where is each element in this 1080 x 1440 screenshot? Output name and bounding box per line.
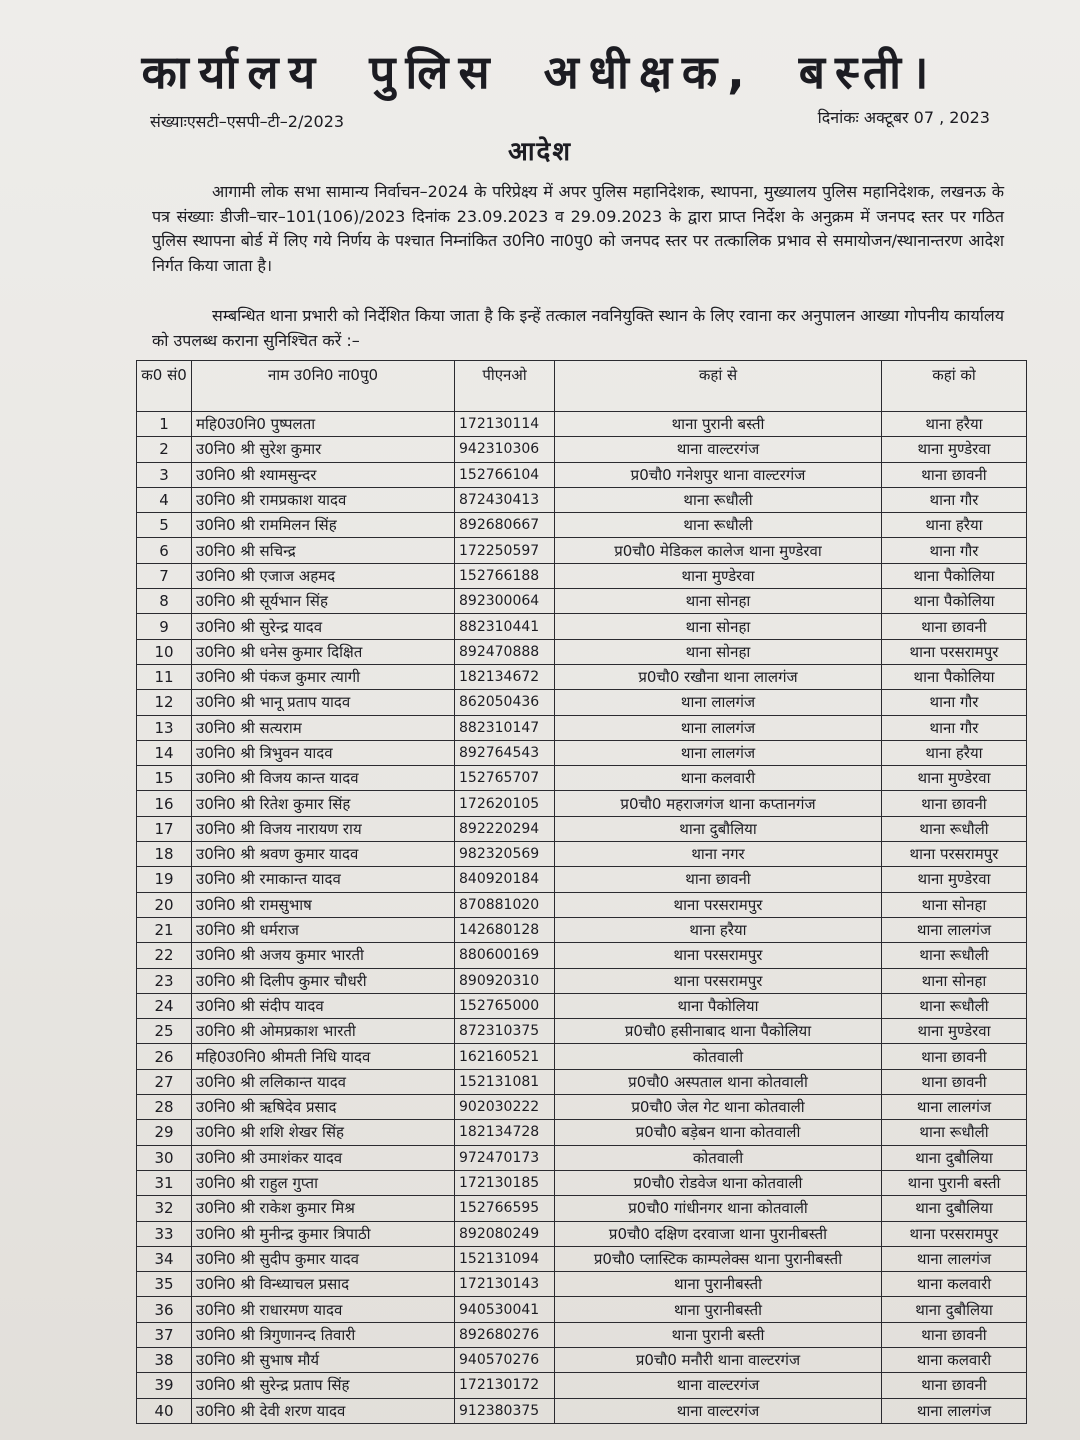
from-cell: प्र0चौ0 रोडवेज थाना कोतवाली (555, 1170, 882, 1195)
serial-cell: 1 (137, 412, 192, 437)
name-cell: उ0नि0 श्री सचिन्द्र (192, 538, 455, 563)
table-row (137, 842, 1027, 867)
serial-cell: 35 (137, 1272, 192, 1297)
to-cell: थाना लालगंज (882, 1246, 1027, 1271)
name-cell: उ0नि0 श्री रामसुभाष (192, 892, 455, 917)
table-row (137, 513, 1027, 538)
name-cell: उ0नि0 श्री सुरेश कुमार (192, 437, 455, 462)
pno-cell: 940530041 (455, 1297, 555, 1322)
serial-cell: 39 (137, 1373, 192, 1398)
from-cell: प्र0चौ0 गनेशपुर थाना वाल्टरगंज (555, 462, 882, 487)
table-row (137, 1297, 1027, 1322)
pno-cell: 912380375 (455, 1398, 555, 1423)
table-row (137, 664, 1027, 689)
from-cell: थाना सोनहा (555, 589, 882, 614)
to-cell: थाना लालगंज (882, 1095, 1027, 1120)
pno-cell: 892470888 (455, 639, 555, 664)
table-row (137, 1272, 1027, 1297)
pno-cell: 892080249 (455, 1221, 555, 1246)
name-cell: उ0नि0 श्री मुनीन्द्र कुमार त्रिपाठी (192, 1221, 455, 1246)
table-row (137, 462, 1027, 487)
from-cell: थाना पैकोलिया (555, 993, 882, 1018)
serial-cell: 4 (137, 487, 192, 512)
name-cell: उ0नि0 श्री त्रिगुणानन्द तिवारी (192, 1322, 455, 1347)
name-cell: उ0नि0 श्री राधारमण यादव (192, 1297, 455, 1322)
table-row (137, 816, 1027, 841)
from-cell: प्र0चौ0 हसीनाबाद थाना पैकोलिया (555, 1019, 882, 1044)
pno-cell: 862050436 (455, 690, 555, 715)
pno-cell: 892220294 (455, 816, 555, 841)
from-cell: थाना हरैया (555, 917, 882, 942)
name-cell: उ0नि0 श्री राकेश कुमार मिश्र (192, 1196, 455, 1221)
serial-cell: 16 (137, 791, 192, 816)
table-row (137, 487, 1027, 512)
to-cell: थाना रूधौली (882, 993, 1027, 1018)
to-cell: थाना गौर (882, 538, 1027, 563)
serial-cell: 10 (137, 639, 192, 664)
table-row (137, 412, 1027, 437)
table-row (137, 690, 1027, 715)
to-cell: थाना हरैया (882, 740, 1027, 765)
to-cell: थाना रूधौली (882, 816, 1027, 841)
pno-cell: 152766595 (455, 1196, 555, 1221)
serial-cell: 37 (137, 1322, 192, 1347)
table-row (137, 1069, 1027, 1094)
table-row (137, 917, 1027, 942)
serial-cell: 17 (137, 816, 192, 841)
serial-cell: 29 (137, 1120, 192, 1145)
from-cell: थाना लालगंज (555, 690, 882, 715)
to-cell: थाना गौर (882, 715, 1027, 740)
pno-cell: 940570276 (455, 1347, 555, 1372)
name-cell: उ0नि0 श्री सुभाष मौर्य (192, 1347, 455, 1372)
table-row (137, 563, 1027, 588)
table-row (137, 1196, 1027, 1221)
from-cell: थाना पुरानीबस्ती (555, 1297, 882, 1322)
serial-cell: 38 (137, 1347, 192, 1372)
table-row (137, 1246, 1027, 1271)
serial-cell: 5 (137, 513, 192, 538)
name-cell: महि0उ0नि0 पुष्पलता (192, 412, 455, 437)
to-cell: थाना परसरामपुर (882, 842, 1027, 867)
col-header-from: कहां से (555, 361, 882, 412)
to-cell: थाना मुण्डेरवा (882, 766, 1027, 791)
name-cell: उ0नि0 श्री श्यामसुन्दर (192, 462, 455, 487)
order-heading: आदेश (507, 137, 573, 167)
to-cell: थाना गौर (882, 487, 1027, 512)
from-cell: थाना लालगंज (555, 715, 882, 740)
pno-cell: 152766188 (455, 563, 555, 588)
from-cell: थाना मुण्डेरवा (555, 563, 882, 588)
col-header-serial: क0 सं0 (137, 361, 192, 412)
from-cell: थाना सोनहा (555, 614, 882, 639)
name-cell: उ0नि0 श्री श्रवण कुमार यादव (192, 842, 455, 867)
from-cell: थाना परसरामपुर (555, 943, 882, 968)
serial-cell: 21 (137, 917, 192, 942)
pno-cell: 982320569 (455, 842, 555, 867)
table-row (137, 1044, 1027, 1069)
serial-cell: 34 (137, 1246, 192, 1271)
from-cell: प्र0चौ0 जेल गेट थाना कोतवाली (555, 1095, 882, 1120)
pno-cell: 152131081 (455, 1069, 555, 1094)
table-row (137, 1221, 1027, 1246)
name-cell: उ0नि0 श्री धनेस कुमार दिक्षित (192, 639, 455, 664)
table-row (137, 791, 1027, 816)
name-cell: उ0नि0 श्री राहुल गुप्ता (192, 1170, 455, 1195)
pno-cell: 152766104 (455, 462, 555, 487)
pno-cell: 182134672 (455, 664, 555, 689)
col-header-pno: पीएनओ (455, 361, 555, 412)
name-cell: उ0नि0 श्री सुदीप कुमार यादव (192, 1246, 455, 1271)
serial-cell: 12 (137, 690, 192, 715)
pno-cell: 882310147 (455, 715, 555, 740)
from-cell: प्र0चौ0 मनौरी थाना वाल्टरगंज (555, 1347, 882, 1372)
to-cell: थाना हरैया (882, 412, 1027, 437)
from-cell: थाना रूधौली (555, 487, 882, 512)
serial-cell: 14 (137, 740, 192, 765)
to-cell: थाना मुण्डेरवा (882, 867, 1027, 892)
table-row (137, 1373, 1027, 1398)
from-cell: प्र0चौ0 दक्षिण दरवाजा थाना पुरानीबस्ती (555, 1221, 882, 1246)
table-row (137, 1170, 1027, 1195)
name-cell: महि0उ0नि0 श्रीमती निधि यादव (192, 1044, 455, 1069)
to-cell: थाना छावनी (882, 1069, 1027, 1094)
from-cell: प्र0चौ0 अस्पताल थाना कोतवाली (555, 1069, 882, 1094)
pno-cell: 972470173 (455, 1145, 555, 1170)
table-row (137, 437, 1027, 462)
table-row (137, 1398, 1027, 1423)
from-cell: थाना दुबौलिया (555, 816, 882, 841)
name-cell: उ0नि0 श्री सुरेन्द्र प्रताप सिंह (192, 1373, 455, 1398)
from-cell: थाना कलवारी (555, 766, 882, 791)
pno-cell: 172130185 (455, 1170, 555, 1195)
name-cell: उ0नि0 श्री शशि शेखर सिंह (192, 1120, 455, 1145)
to-cell: थाना कलवारी (882, 1272, 1027, 1297)
to-cell: थाना पैकोलिया (882, 664, 1027, 689)
to-cell: थाना परसरामपुर (882, 639, 1027, 664)
to-cell: थाना लालगंज (882, 917, 1027, 942)
to-cell: थाना छावनी (882, 1322, 1027, 1347)
table-row (137, 1095, 1027, 1120)
serial-cell: 19 (137, 867, 192, 892)
to-cell: थाना दुबौलिया (882, 1297, 1027, 1322)
from-cell: थाना पुरानीबस्ती (555, 1272, 882, 1297)
from-cell: प्र0चौ0 रखौना थाना लालगंज (555, 664, 882, 689)
table-row (137, 943, 1027, 968)
transfer-table (136, 360, 1027, 1424)
name-cell: उ0नि0 श्री उमाशंकर यादव (192, 1145, 455, 1170)
pno-cell: 872430413 (455, 487, 555, 512)
serial-cell: 33 (137, 1221, 192, 1246)
to-cell: थाना छावनी (882, 1373, 1027, 1398)
name-cell: उ0नि0 श्री विन्ध्याचल प्रसाद (192, 1272, 455, 1297)
pno-cell: 152131094 (455, 1246, 555, 1271)
from-cell: थाना वाल्टरगंज (555, 1398, 882, 1423)
to-cell: थाना मुण्डेरवा (882, 1019, 1027, 1044)
col-header-to: कहां को (882, 361, 1027, 412)
pno-cell: 172130143 (455, 1272, 555, 1297)
serial-cell: 31 (137, 1170, 192, 1195)
serial-cell: 7 (137, 563, 192, 588)
pno-cell: 142680128 (455, 917, 555, 942)
table-row (137, 715, 1027, 740)
pno-cell: 872310375 (455, 1019, 555, 1044)
name-cell: उ0नि0 श्री धर्मराज (192, 917, 455, 942)
name-cell: उ0नि0 श्री ऋषिदेव प्रसाद (192, 1095, 455, 1120)
col-header-name: नाम उ0नि0 ना0पु0 (192, 361, 455, 412)
name-cell: उ0नि0 श्री ओमप्रकाश भारती (192, 1019, 455, 1044)
to-cell: थाना छावनी (882, 462, 1027, 487)
table-body (137, 412, 1027, 1424)
from-cell: थाना रूधौली (555, 513, 882, 538)
name-cell: उ0नि0 श्री देवी शरण यादव (192, 1398, 455, 1423)
to-cell: थाना सोनहा (882, 968, 1027, 993)
table-row (137, 1019, 1027, 1044)
pno-cell: 182134728 (455, 1120, 555, 1145)
pno-cell: 152765000 (455, 993, 555, 1018)
from-cell: प्र0चौ0 बड़ेबन थाना कोतवाली (555, 1120, 882, 1145)
from-cell: थाना परसरामपुर (555, 968, 882, 993)
from-cell: थाना छावनी (555, 867, 882, 892)
serial-cell: 30 (137, 1145, 192, 1170)
table-row (137, 892, 1027, 917)
pno-cell: 942310306 (455, 437, 555, 462)
pno-cell: 880600169 (455, 943, 555, 968)
serial-cell: 11 (137, 664, 192, 689)
from-cell: प्र0चौ0 मेडिकल कालेज थाना मुण्डेरवा (555, 538, 882, 563)
office-title: कार्यालय पुलिस अधीक्षक, बस्ती। (141, 45, 939, 99)
serial-cell: 32 (137, 1196, 192, 1221)
table-row (137, 993, 1027, 1018)
pno-cell: 172130114 (455, 412, 555, 437)
name-cell: उ0नि0 श्री पंकज कुमार त्यागी (192, 664, 455, 689)
from-cell: थाना वाल्टरगंज (555, 1373, 882, 1398)
name-cell: उ0नि0 श्री दिलीप कुमार चौधरी (192, 968, 455, 993)
to-cell: थाना दुबौलिया (882, 1145, 1027, 1170)
name-cell: उ0नि0 श्री ललिकान्त यादव (192, 1069, 455, 1094)
serial-cell: 13 (137, 715, 192, 740)
name-cell: उ0नि0 श्री सत्यराम (192, 715, 455, 740)
table-row (137, 614, 1027, 639)
table-row (137, 538, 1027, 563)
order-paragraph-2: सम्बन्धित थाना प्रभारी को निर्देशित किया जाता है कि इन्हें तत्काल नवनियुक्ति स्थान के लिए रवाना कर अनुपालन आख्या गोपनीय कार्यालय को उपलब्ध कराना सुनिश्चित करें :– (152, 306, 1004, 350)
table-row (137, 639, 1027, 664)
serial-cell: 22 (137, 943, 192, 968)
pno-cell: 172620105 (455, 791, 555, 816)
table-row (137, 867, 1027, 892)
to-cell: थाना छावनी (882, 614, 1027, 639)
table-row (137, 589, 1027, 614)
pno-cell: 152765707 (455, 766, 555, 791)
to-cell: थाना पुरानी बस्ती (882, 1170, 1027, 1195)
name-cell: उ0नि0 श्री भानू प्रताप यादव (192, 690, 455, 715)
name-cell: उ0नि0 श्री रामप्रकाश यादव (192, 487, 455, 512)
name-cell: उ0नि0 श्री त्रिभुवन यादव (192, 740, 455, 765)
pno-cell: 840920184 (455, 867, 555, 892)
to-cell: थाना गौर (882, 690, 1027, 715)
from-cell: कोतवाली (555, 1145, 882, 1170)
serial-cell: 23 (137, 968, 192, 993)
table-header-row (137, 361, 1027, 412)
to-cell: थाना कलवारी (882, 1347, 1027, 1372)
pno-cell: 892680667 (455, 513, 555, 538)
to-cell: थाना मुण्डेरवा (882, 437, 1027, 462)
order-date: दिनांकः अक्टूबर 07 , 2023 (817, 108, 990, 127)
table-row (137, 1120, 1027, 1145)
from-cell: थाना लालगंज (555, 740, 882, 765)
pno-cell: 172250597 (455, 538, 555, 563)
serial-cell: 18 (137, 842, 192, 867)
order-paragraph-1: आगामी लोक सभा सामान्य निर्वाचन–2024 के परिप्रेक्ष्य में अपर पुलिस महानिदेशक, स्थापना, मुख्यालय पुलिस महानिदेशक, लखनऊ के पत्र संख्याः डीजी–चार–101(106)/2023 दिनांक 23.09.2023 व 29.09.2023 के द्वारा प्राप्त निर्देश के अनुक्रम में जनपद स्तर पर गठित पुलिस स्थापना बोर्ड में लिए गये निर्णय के पश्चात निम्नांकित उ0नि0 ना0पु0 को जनपद स्तर पर तत्कालिक प्रभाव से समायोजन/स्थानान्तरण आदेश निर्गत किया जाता है। (152, 182, 1004, 275)
to-cell: थाना पैकोलिया (882, 563, 1027, 588)
serial-cell: 3 (137, 462, 192, 487)
name-cell: उ0नि0 श्री रमाकान्त यादव (192, 867, 455, 892)
from-cell: थाना वाल्टरगंज (555, 437, 882, 462)
table-row (137, 1347, 1027, 1372)
name-cell: उ0नि0 श्री राममिलन सिंह (192, 513, 455, 538)
to-cell: थाना हरैया (882, 513, 1027, 538)
table-row (137, 766, 1027, 791)
to-cell: थाना सोनहा (882, 892, 1027, 917)
to-cell: थाना दुबौलिया (882, 1196, 1027, 1221)
table-row (137, 968, 1027, 993)
to-cell: थाना पैकोलिया (882, 589, 1027, 614)
table-row (137, 1322, 1027, 1347)
pno-cell: 892300064 (455, 589, 555, 614)
reference-number: संख्याःएसटी–एसपी–टी–2/2023 (150, 112, 345, 131)
serial-cell: 36 (137, 1297, 192, 1322)
name-cell: उ0नि0 श्री सूर्यभान सिंह (192, 589, 455, 614)
from-cell: थाना पुरानी बस्ती (555, 412, 882, 437)
name-cell: उ0नि0 श्री विजय कान्त यादव (192, 766, 455, 791)
serial-cell: 6 (137, 538, 192, 563)
from-cell: प्र0चौ0 महराजगंज थाना कप्तानगंज (555, 791, 882, 816)
serial-cell: 8 (137, 589, 192, 614)
to-cell: थाना छावनी (882, 1044, 1027, 1069)
from-cell: प्र0चौ0 प्लास्टिक काम्पलेक्स थाना पुरानीबस्ती (555, 1246, 882, 1271)
serial-cell: 15 (137, 766, 192, 791)
serial-cell: 28 (137, 1095, 192, 1120)
serial-cell: 26 (137, 1044, 192, 1069)
name-cell: उ0नि0 श्री विजय नारायण राय (192, 816, 455, 841)
pno-cell: 870881020 (455, 892, 555, 917)
serial-cell: 40 (137, 1398, 192, 1423)
name-cell: उ0नि0 श्री सुरेन्द्र यादव (192, 614, 455, 639)
name-cell: उ0नि0 श्री एजाज अहमद (192, 563, 455, 588)
table-row (137, 1145, 1027, 1170)
table-header (137, 361, 1027, 412)
to-cell: थाना रूधौली (882, 943, 1027, 968)
to-cell: थाना लालगंज (882, 1398, 1027, 1423)
name-cell: उ0नि0 श्री रितेश कुमार सिंह (192, 791, 455, 816)
from-cell: कोतवाली (555, 1044, 882, 1069)
to-cell: थाना छावनी (882, 791, 1027, 816)
table-row (137, 740, 1027, 765)
pno-cell: 172130172 (455, 1373, 555, 1398)
from-cell: थाना नगर (555, 842, 882, 867)
name-cell: उ0नि0 श्री अजय कुमार भारती (192, 943, 455, 968)
from-cell: थाना सोनहा (555, 639, 882, 664)
pno-cell: 162160521 (455, 1044, 555, 1069)
serial-cell: 25 (137, 1019, 192, 1044)
serial-cell: 24 (137, 993, 192, 1018)
serial-cell: 2 (137, 437, 192, 462)
serial-cell: 20 (137, 892, 192, 917)
pno-cell: 902030222 (455, 1095, 555, 1120)
to-cell: थाना परसरामपुर (882, 1221, 1027, 1246)
pno-cell: 882310441 (455, 614, 555, 639)
from-cell: प्र0चौ0 गांधीनगर थाना कोतवाली (555, 1196, 882, 1221)
to-cell: थाना रूधौली (882, 1120, 1027, 1145)
from-cell: थाना परसरामपुर (555, 892, 882, 917)
serial-cell: 27 (137, 1069, 192, 1094)
pno-cell: 890920310 (455, 968, 555, 993)
pno-cell: 892764543 (455, 740, 555, 765)
serial-cell: 9 (137, 614, 192, 639)
name-cell: उ0नि0 श्री संदीप यादव (192, 993, 455, 1018)
pno-cell: 892680276 (455, 1322, 555, 1347)
from-cell: थाना पुरानी बस्ती (555, 1322, 882, 1347)
